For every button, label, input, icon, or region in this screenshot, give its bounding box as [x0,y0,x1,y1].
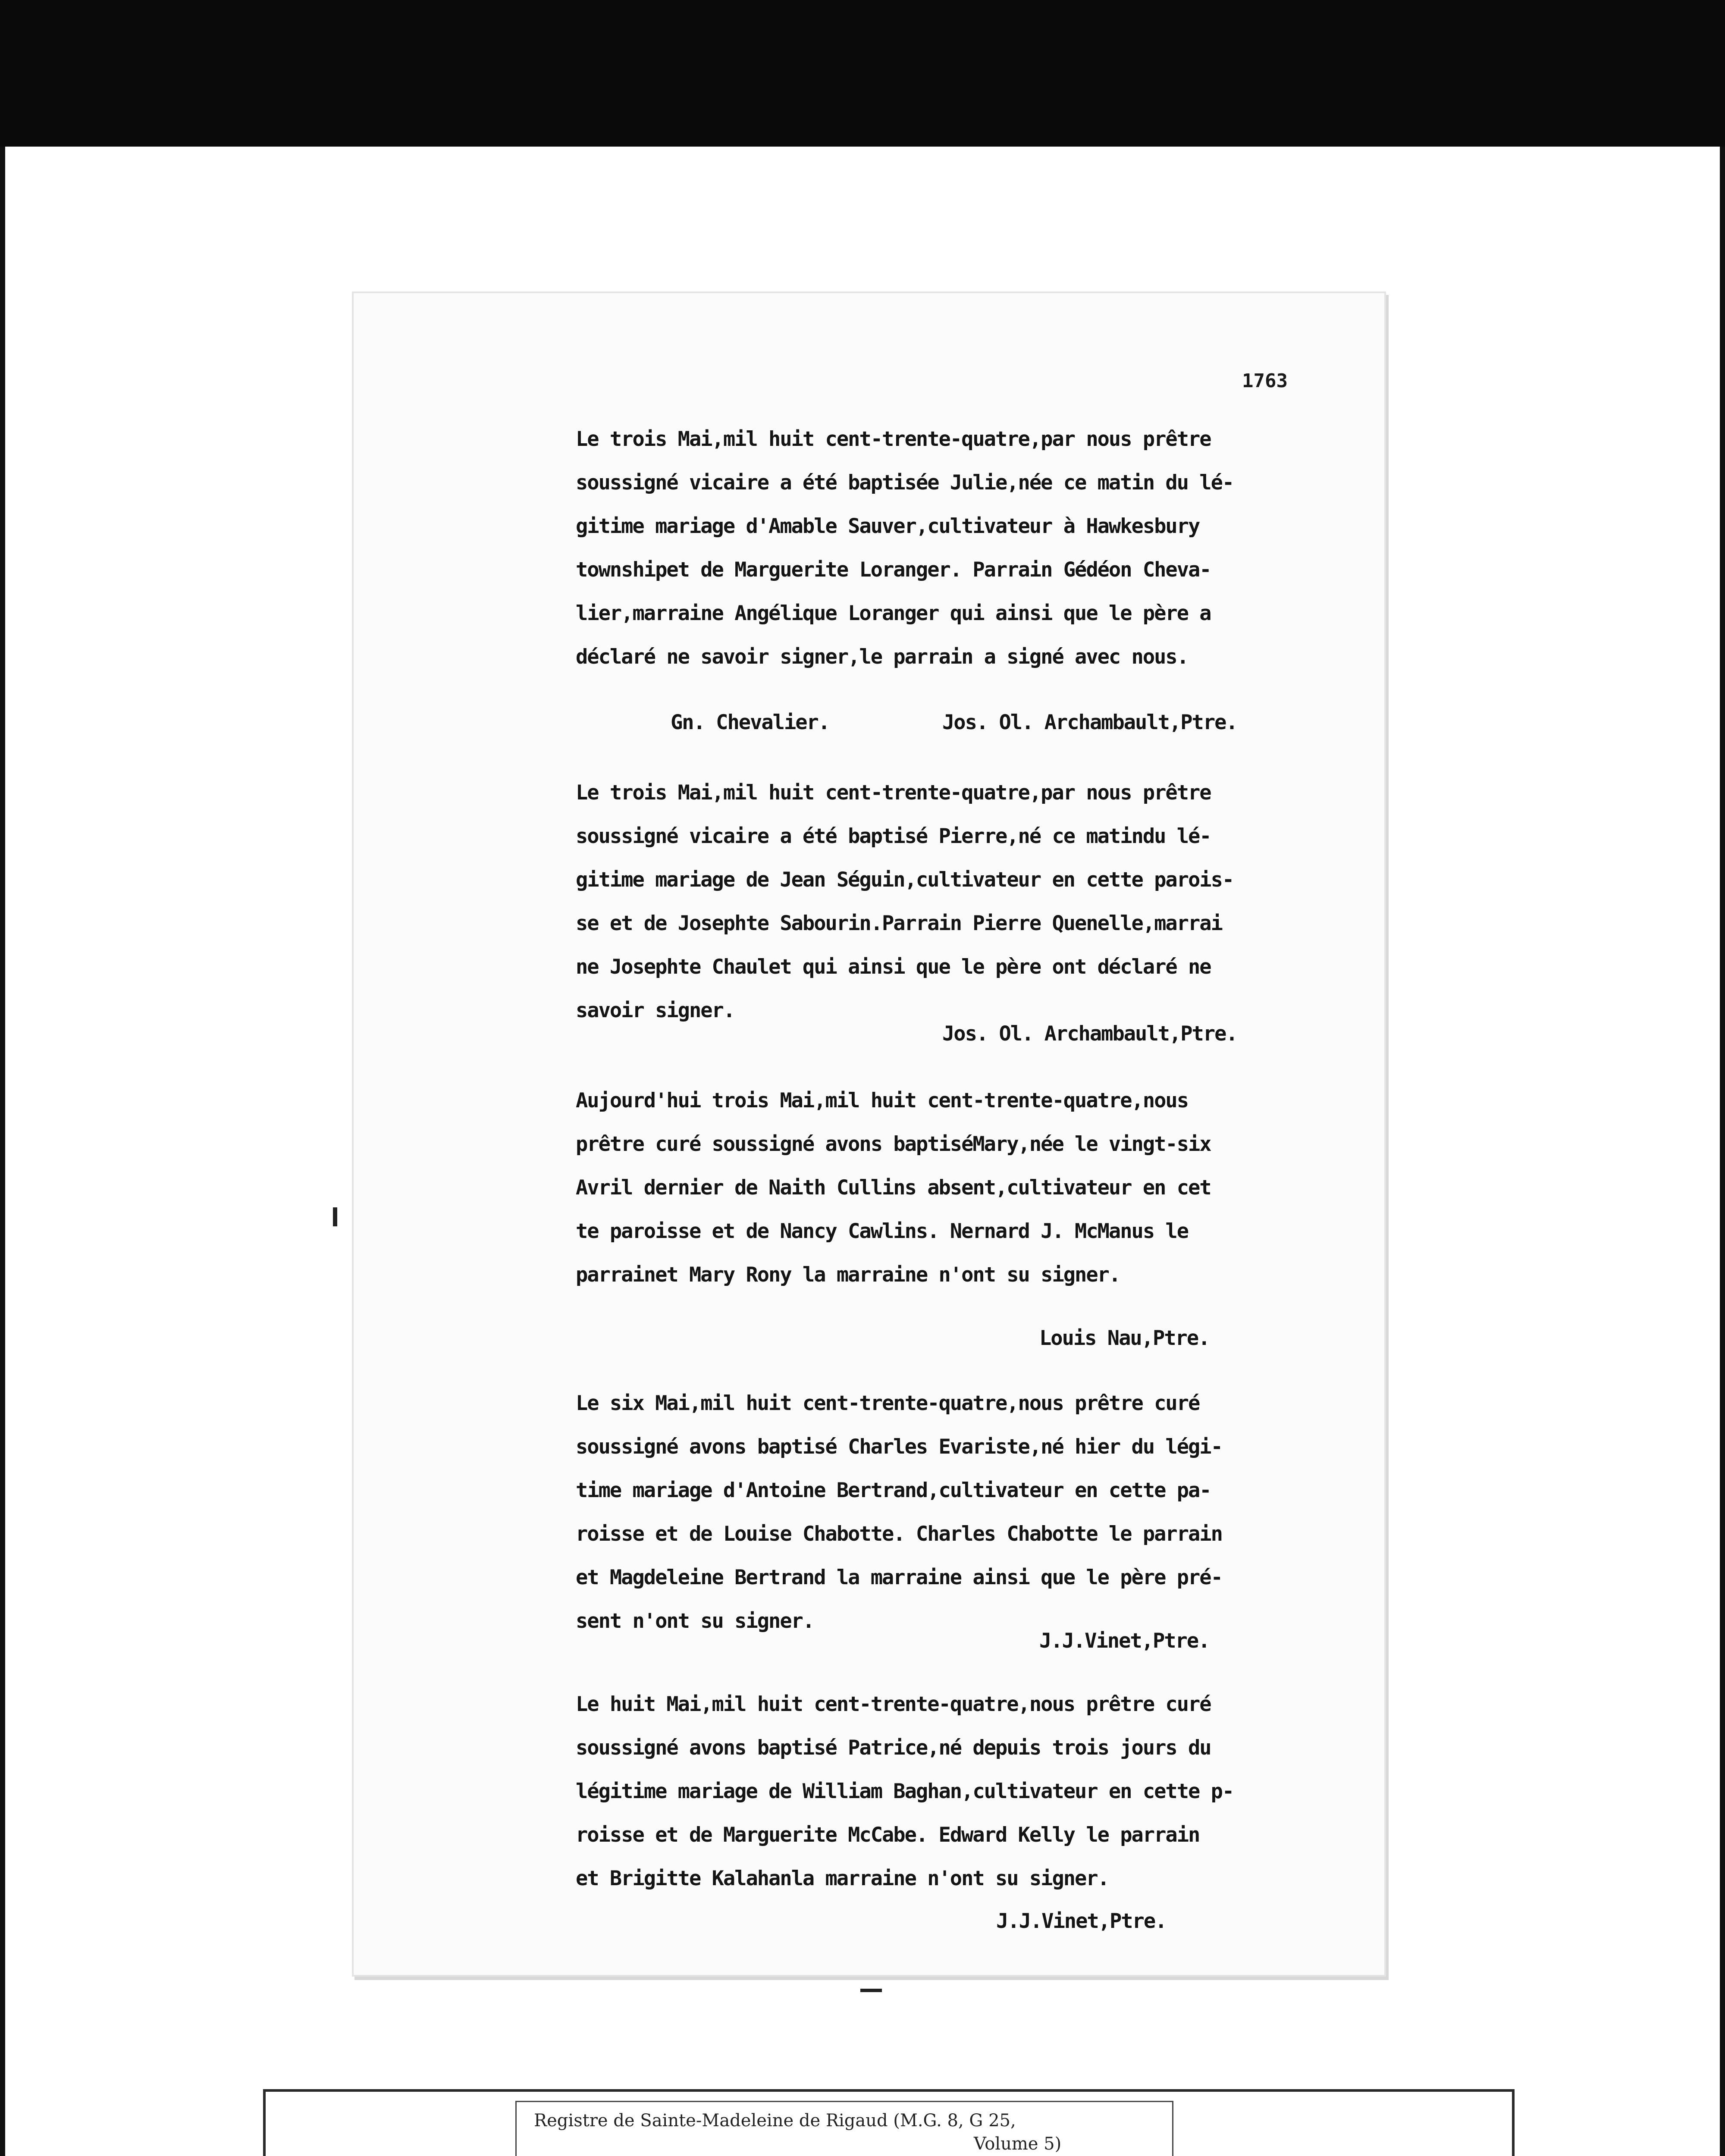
film-border-left [0,147,5,2156]
record-line: gitime mariage d'Amable Sauver,cultivateur à Hawkesbury [576,514,1200,538]
source-label [515,2101,1173,2156]
film-border-right [1720,147,1725,2156]
margin-mark [333,1207,337,1226]
record-line: soussigné avons baptisé Patrice,né depuis trois jours du [576,1736,1211,1760]
signature-priest: J.J.Vinet,Ptre. [1039,1629,1210,1653]
record-line: sent n'ont su signer. [576,1609,814,1633]
film-border-top [0,0,1725,147]
record-line: et Magdeleine Bertrand la marraine ainsi que le père pré- [576,1566,1222,1589]
signature-godfather: Gn. Chevalier. [671,711,830,734]
signature-priest: Jos. Ol. Archambault,Ptre. [942,711,1237,734]
baptism-record-patrice [576,1683,1395,1900]
record-line: déclaré ne savoir signer,le parrain a signé avec nous. [576,645,1189,669]
record-line: time mariage d'Antoine Bertrand,cultivateur en cette pa- [576,1479,1211,1502]
record-line: savoir signer. [576,999,735,1022]
baptism-record-pierre [576,771,1395,1032]
record-line: et Brigitte Kalahanla marraine n'ont su signer. [576,1867,1109,1890]
record-line: te paroisse et de Nancy Cawlins. Nernard J. McManus le [576,1219,1189,1243]
record-line: parrainet Mary Rony la marraine n'ont su signer. [576,1263,1120,1287]
signature-priest: J.J.Vinet,Ptre. [996,1909,1167,1933]
source-volume: Volume 5) [974,2134,1062,2154]
record-line: ne Josephte Chaulet qui ainsi que le père ont déclaré ne [576,955,1211,979]
baptism-record-mary [576,1079,1395,1297]
record-line: roisse et de Louise Chabotte. Charles Chabotte le parrain [576,1522,1222,1546]
record-line: légitime mariage de William Baghan,cultivateur en cette p- [576,1780,1234,1803]
record-line: gitime mariage de Jean Séguin,cultivateur en cette parois- [576,868,1234,892]
record-line: lier,marraine Angélique Loranger qui ainsi que le père a [576,602,1211,625]
record-line: Le trois Mai,mil huit cent-trente-quatre,par nous prêtre [576,781,1211,805]
page-number: 1763 [1242,370,1288,392]
record-line: soussigné vicaire a été baptisé Pierre,né ce matindu lé- [576,824,1211,848]
record-line: Aujourd'hui trois Mai,mil huit cent-trente-quatre,nous [576,1089,1189,1112]
record-line: se et de Josephte Sabourin.Parrain Pierre Quenelle,marrai [576,912,1222,935]
record-line: Le six Mai,mil huit cent-trente-quatre,nous prêtre curé [576,1391,1200,1415]
record-line: townshipet de Marguerite Loranger. Parrain Gédéon Cheva- [576,558,1211,582]
scan-mark [860,1989,882,1992]
source-reference: Registre de Sainte-Madeleine de Rigaud (M.G. 8, G 25, [534,2111,1016,2131]
baptism-record-julie [576,417,1395,679]
record-line: Avril dernier de Naith Cullins absent,cultivateur en cet [576,1176,1211,1200]
record-line: roisse et de Marguerite McCabe. Edward Kelly le parrain [576,1823,1200,1847]
baptism-record-charles-evariste [576,1382,1395,1643]
signature-priest: Louis Nau,Ptre. [1039,1326,1210,1350]
record-line: Le huit Mai,mil huit cent-trente-quatre,nous prêtre curé [576,1692,1211,1716]
record-line: Le trois Mai,mil huit cent-trente-quatre,par nous prêtre [576,427,1211,451]
record-line: soussigné vicaire a été baptisée Julie,née ce matin du lé- [576,471,1234,495]
record-line: prêtre curé soussigné avons baptiséMary,née le vingt-six [576,1132,1211,1156]
record-line: soussigné avons baptisé Charles Evariste,né hier du légi- [576,1435,1222,1459]
signature-priest: Jos. Ol. Archambault,Ptre. [942,1022,1237,1046]
